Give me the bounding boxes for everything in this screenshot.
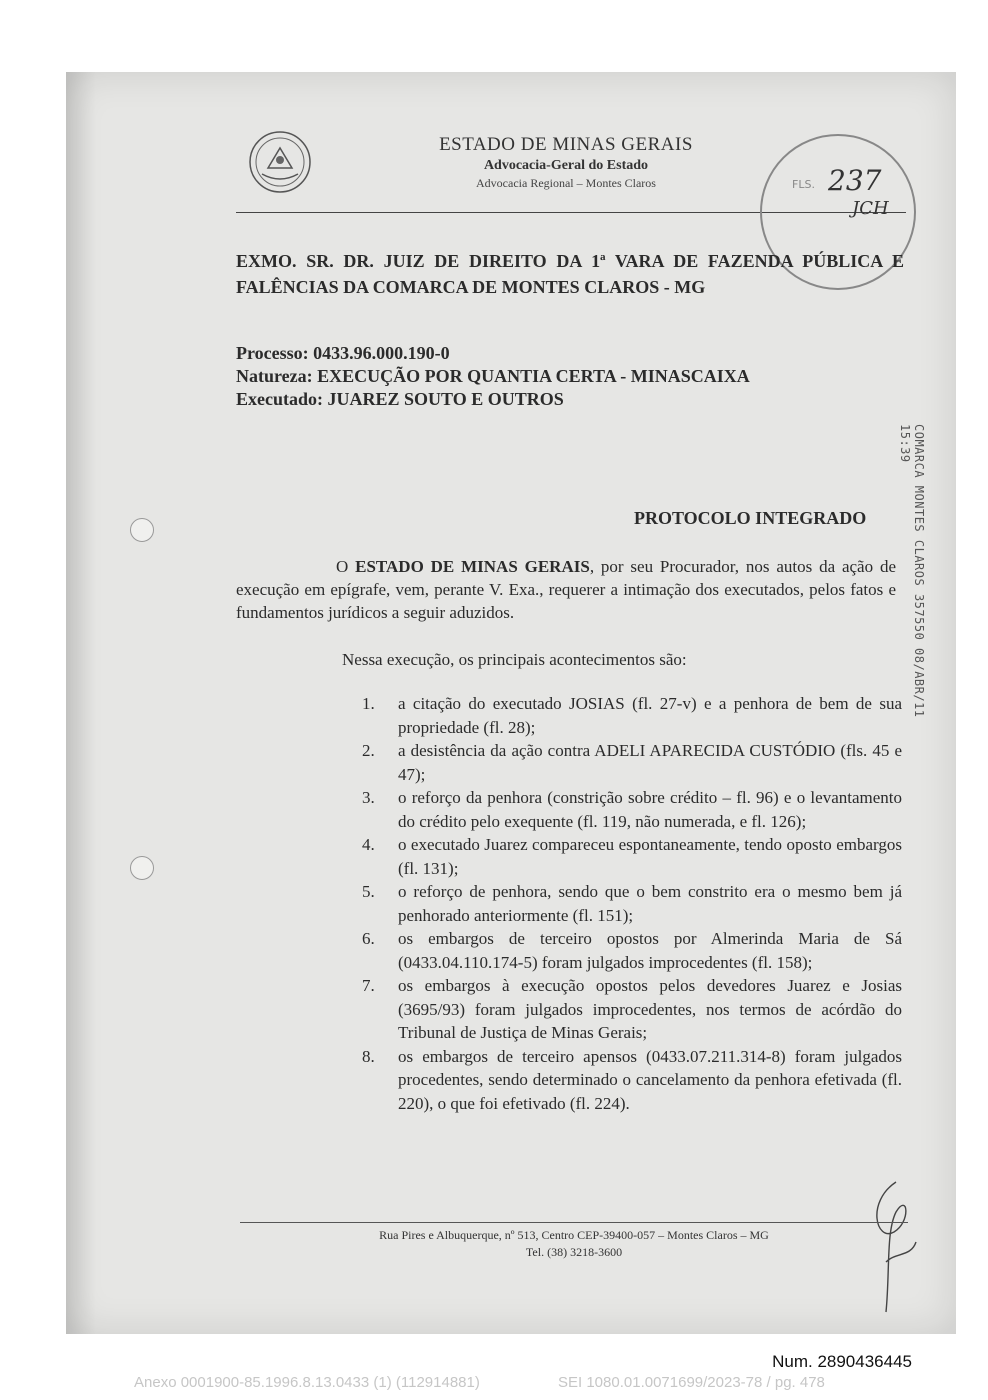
footer-address: Rua Pires e Albuquerque, nº 513, Centro CEP-39400-057 – Montes Claros – MG [379, 1228, 769, 1242]
item-number: 2. [362, 741, 375, 760]
footer-divider [240, 1222, 908, 1223]
item-text: a citação do executado JOSIAS (fl. 27-v) e a penhora de bem de sua propriedade (fl. 28); [398, 694, 902, 737]
list-item [362, 880, 902, 927]
punch-hole-top [130, 518, 154, 542]
folio-label: FLS. [792, 178, 815, 191]
item-text: o executado Juarez compareceu espontaneamente, tendo oposto embargos (fl. 131); [398, 835, 902, 878]
case-processo-line [236, 342, 750, 365]
events-list [362, 692, 902, 1115]
list-item [362, 786, 902, 833]
executado-value: JUAREZ SOUTO E OUTROS [327, 389, 564, 409]
item-text: os embargos de terceiro opostos por Almerinda Maria de Sá (0433.04.110.174-5) foram julgados improcedentes (fl. 158); [398, 929, 902, 972]
intro-text: , por seu Procurador, nos autos da ação de execução em epígrafe, vem, perante V. Exa., requerer a intimação dos executados, pelos fatos e fundamentos jurídicos a seguir aduzidos. [236, 557, 897, 622]
letterhead [366, 134, 766, 191]
case-natureza-line [236, 365, 750, 388]
item-number: 4. [362, 835, 375, 854]
addressee: EXMO. SR. DR. JUIZ DE DIREITO DA 1ª VARA DE FAZENDA PÚBLICA E FALÊNCIAS DA COMARCA DE MONTES CLAROS - MG [236, 251, 904, 297]
natureza-value: EXECUÇÃO POR QUANTIA CERTA - MINASCAIXA [317, 366, 750, 386]
case-executado-line [236, 388, 750, 411]
item-text: os embargos de terceiro apensos (0433.07.211.314-8) foram julgados procedentes, sendo determinado o cancelamento da penhora efetivada (fl. 220), o que foi efetivado (fl. 224). [398, 1046, 902, 1113]
sei-page-reference: SEI 1080.01.0071699/2023-78 / pg. 478 [558, 1374, 825, 1391]
executado-label: Executado: [236, 389, 323, 409]
item-text: o reforço de penhora, sendo que o bem constrito era o mesmo bem já penhorado anteriormente (fl. 151); [398, 882, 902, 925]
item-number: 3. [362, 788, 375, 807]
natureza-label: Natureza: [236, 366, 313, 386]
events-intro: Nessa execução, os principais acontecimentos são: [342, 650, 687, 669]
item-number: 5. [362, 882, 375, 901]
list-item [362, 692, 902, 739]
item-number: 7. [362, 976, 375, 995]
scanned-page [66, 72, 956, 1334]
item-number: 6. [362, 929, 375, 948]
case-info [236, 342, 750, 411]
list-item [362, 833, 902, 880]
list-item [362, 927, 902, 974]
item-text: os embargos à execução opostos pelos devedores Juarez e Josias (3695/93) foram julgados improcedentes, nos termos de acórdão do Tribunal de Justiça de Minas Gerais; [398, 976, 902, 1042]
page-fold-shadow [66, 72, 96, 1334]
item-text: a desistência da ação contra ADELI APARECIDA CUSTÓDIO (fls. 45 e 47); [398, 741, 902, 784]
state-coat-of-arms-icon [248, 130, 312, 194]
folio-number: 237 [828, 164, 882, 197]
document-number: Num. 2890436445 [772, 1352, 912, 1371]
intro-party: ESTADO DE MINAS GERAIS [355, 557, 590, 576]
list-item [362, 974, 902, 1045]
letterhead-agency: Advocacia-Geral do Estado [483, 158, 649, 173]
intro-prefix: O [336, 557, 356, 576]
processo-label: Processo: [236, 343, 309, 363]
folio-initials: JCH [852, 198, 889, 219]
item-number: 8. [362, 1046, 375, 1066]
list-item [362, 739, 902, 786]
intro-paragraph [236, 555, 896, 624]
annex-reference: Anexo 0001900-85.1996.8.13.0433 (1) (112914881) [134, 1374, 480, 1391]
punch-hole-bottom [130, 856, 154, 880]
protocol-timestamp-stamp: COMARCA MONTES CLAROS 357550 08/ABR/11 15:39 [898, 424, 926, 718]
letterhead-regional: Advocacia Regional – Montes Claros [476, 176, 656, 190]
footer-phone: Tel. (38) 3218-3600 [525, 1245, 623, 1259]
processo-number: 0433.96.000.190-0 [313, 343, 450, 363]
letterhead-state: ESTADO DE MINAS GERAIS [439, 134, 693, 155]
protocol-heading: PROTOCOLO INTEGRADO [634, 508, 867, 528]
item-number: 1. [362, 694, 375, 713]
item-text: o reforço da penhora (constrição sobre crédito – fl. 96) e o levantamento do crédito pelo exequente (fl. 119, não numerada, e fl. 126); [398, 788, 902, 831]
list-item [362, 1045, 902, 1116]
